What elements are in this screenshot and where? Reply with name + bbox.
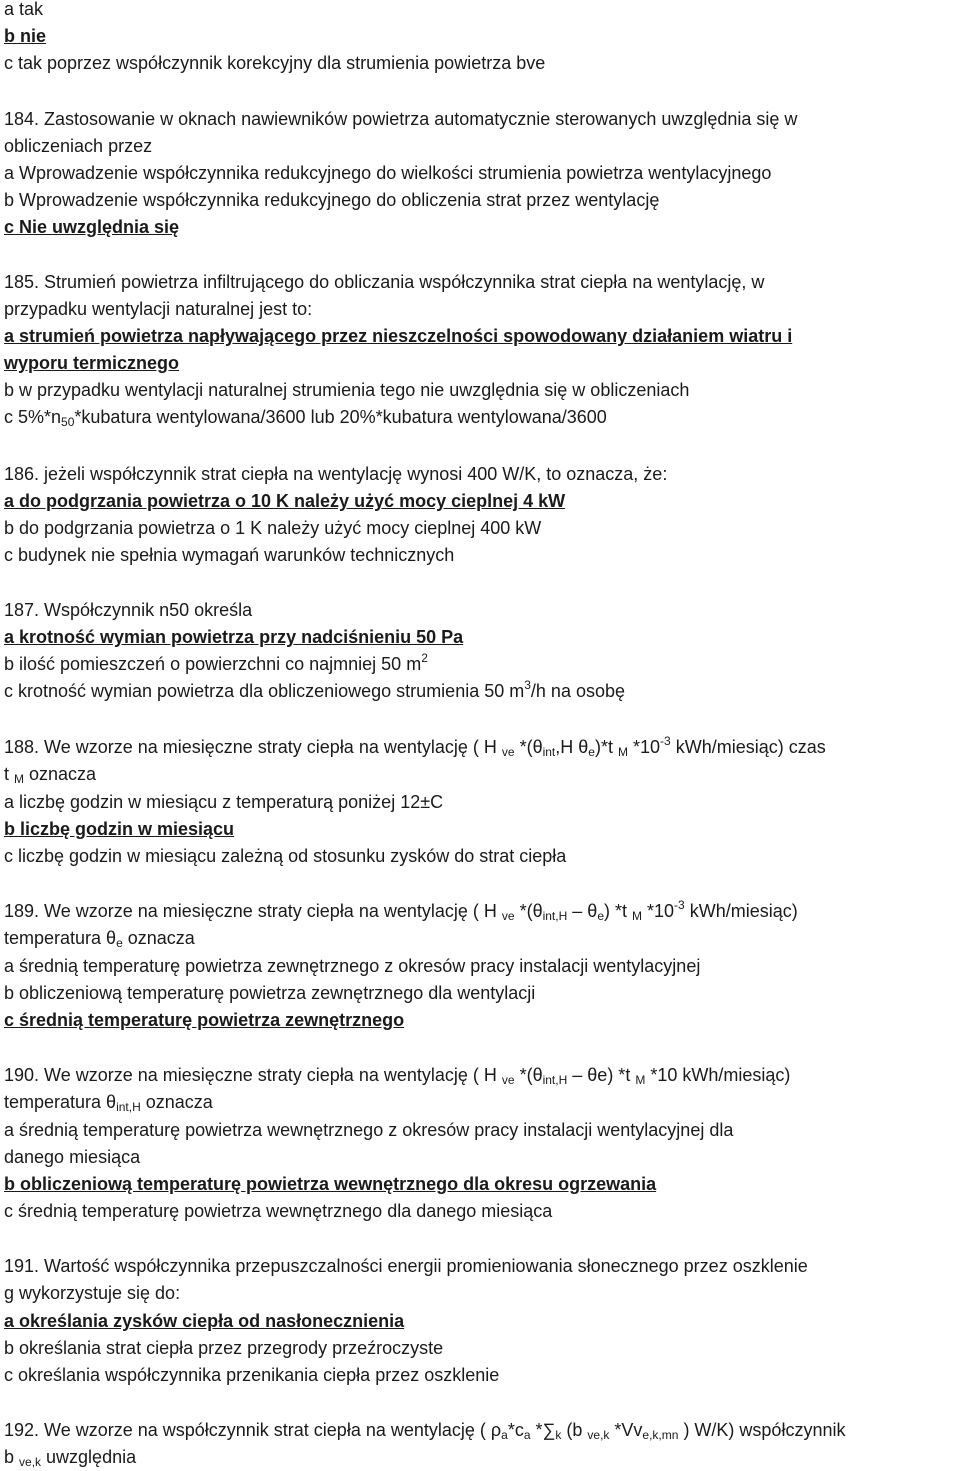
- question-text-cont: g wykorzystuje się do:: [4, 1283, 181, 1303]
- question-text: 185. Strumień powietrza infiltrującego do obliczania współczynnika strat ciepła na wentylację, w: [4, 272, 765, 292]
- answer-b: b Wprowadzenie współczynnika redukcyjnego do obliczenia strat przez wentylację: [4, 190, 660, 210]
- answer-a: a tak: [4, 0, 44, 19]
- answer-c: c liczbę godzin w miesiącu zależną od stosunku zysków do strat ciepła: [4, 846, 567, 866]
- question-text: 184. Zastosowanie w oknach nawiewników powietrza automatycznie sterowanych uwzględnia się w: [4, 109, 798, 129]
- question-text: 187. Współczynnik n50 określa: [4, 600, 253, 620]
- answer-a: a średnią temperaturę powietrza zewnętrznego z okresów pracy instalacji wentylacyjnej: [4, 956, 701, 976]
- answer-b: b obliczeniową temperaturę powietrza zewnętrznego dla wentylacji: [4, 983, 536, 1003]
- answer-a-correct-cont: wyporu termicznego: [4, 353, 180, 373]
- question-text-cont: obliczeniach przez: [4, 136, 153, 156]
- answer-c: c budynek nie spełnia wymagań warunków technicznych: [4, 545, 455, 565]
- question-text: 186. jeżeli współczynnik strat ciepła na wentylację wynosi 400 W/K, to oznacza, że:: [4, 464, 668, 484]
- answer-b-correct: b obliczeniową temperaturę powietrza wewnętrznego dla okresu ogrzewania: [4, 1174, 657, 1194]
- answer-a-cont: danego miesiąca: [4, 1147, 141, 1167]
- answer-c-correct: c średnią temperaturę powietrza zewnętrznego: [4, 1010, 405, 1030]
- question-text-cont: przypadku wentylacji naturalnej jest to:: [4, 299, 313, 319]
- answer-c: c średnią temperaturę powietrza wewnętrznego dla danego miesiąca: [4, 1201, 553, 1221]
- question-text: 190. We wzorze na miesięczne straty ciepła na wentylację ( H $_{ve}$ $*(\theta_{int,H} - \theta e)$ *t $_M$ *10 kWh/miesiąc): [4, 1065, 791, 1087]
- question-text: 189. We wzorze na miesięczne straty ciepła na wentylację ( H $_{ve}$ $*(\theta_{int,H} - \theta_e)$ *t $_M$ $*10^{-3}$ kWh/miesiąc): [4, 898, 798, 923]
- question-text: 188. We wzorze na miesięczne straty ciepła na wentylację ( H $_{ve}$ $*(\theta_{int},H$ $\theta_e)*t$ $_M$ $*10^{-3}$ kWh/miesiąc) czas: [4, 734, 826, 759]
- answer-c-correct: c Nie uwzględnia się: [4, 217, 180, 237]
- question-text-cont: t $_M$ oznacza: [4, 764, 97, 786]
- question-text-cont: b $_{ve,k}$ uwzględnia: [4, 1447, 137, 1469]
- answer-b: b ilość pomieszczeń o powierzchni co najmniej 50 $m^2$: [4, 651, 428, 674]
- question-text: 192. We wzorze na współczynnik strat ciepła na wentylację ( $\rho_a*c_a$ $*\sum_k$ (b $_{ve,k}$ $*Vv_{e,k,mn}$ ) W/K) współczynnik: [4, 1420, 846, 1442]
- answer-a-correct: a krotność wymian powietrza przy nadciśnieniu 50 Pa: [4, 627, 464, 647]
- answer-b: b do podgrzania powietrza o 1 K należy użyć mocy cieplnej 400 kW: [4, 518, 542, 538]
- answer-a: a Wprowadzenie współczynnika redukcyjnego do wielkości strumienia powietrza wentylacyjnego: [4, 163, 772, 183]
- answer-b-correct: b liczbę godzin w miesiącu: [4, 819, 235, 839]
- answer-b: b w przypadku wentylacji naturalnej strumienia tego nie uwzględnia się w obliczeniach: [4, 380, 690, 400]
- answer-a: a liczbę godzin w miesiącu z temperaturą poniżej 12±C: [4, 792, 444, 812]
- question-text-cont: temperatura $\theta_{int,H}$ oznacza: [4, 1092, 213, 1114]
- answer-a-correct: a strumień powietrza napływającego przez nieszczelności spowodowany działaniem wiatru i: [4, 326, 793, 346]
- answer-a: a średnią temperaturę powietrza wewnętrznego z okresów pracy instalacji wentylacyjnej dla: [4, 1120, 734, 1140]
- question-text-cont: temperatura $\theta_e$ oznacza: [4, 928, 195, 950]
- answer-b: b określania strat ciepła przez przegrody przeźroczyste: [4, 1338, 444, 1358]
- answer-b-correct: b nie: [4, 26, 47, 46]
- question-text: 191. Wartość współczynnika przepuszczalności energii promieniowania słonecznego przez oszklenie: [4, 1256, 808, 1276]
- answer-c: c tak poprzez współczynnik korekcyjny dla strumienia powietrza bve: [4, 53, 546, 73]
- answer-a-correct: a do podgrzania powietrza o 10 K należy użyć mocy cieplnej 4 kW: [4, 491, 566, 511]
- answer-a-correct: a określania zysków ciepła od nasłonecznienia: [4, 1311, 405, 1331]
- answer-c: c określania współczynnika przenikania ciepła przez oszklenie: [4, 1365, 500, 1385]
- answer-c: c krotność wymian powietrza dla obliczeniowego strumienia 50 $m^3/h$ na osobę: [4, 678, 625, 701]
- answer-c: c $5\%*n_{50}*kubatura$ wentylowana/3600 lub 20%*kubatura wentylowana/3600: [4, 407, 607, 429]
